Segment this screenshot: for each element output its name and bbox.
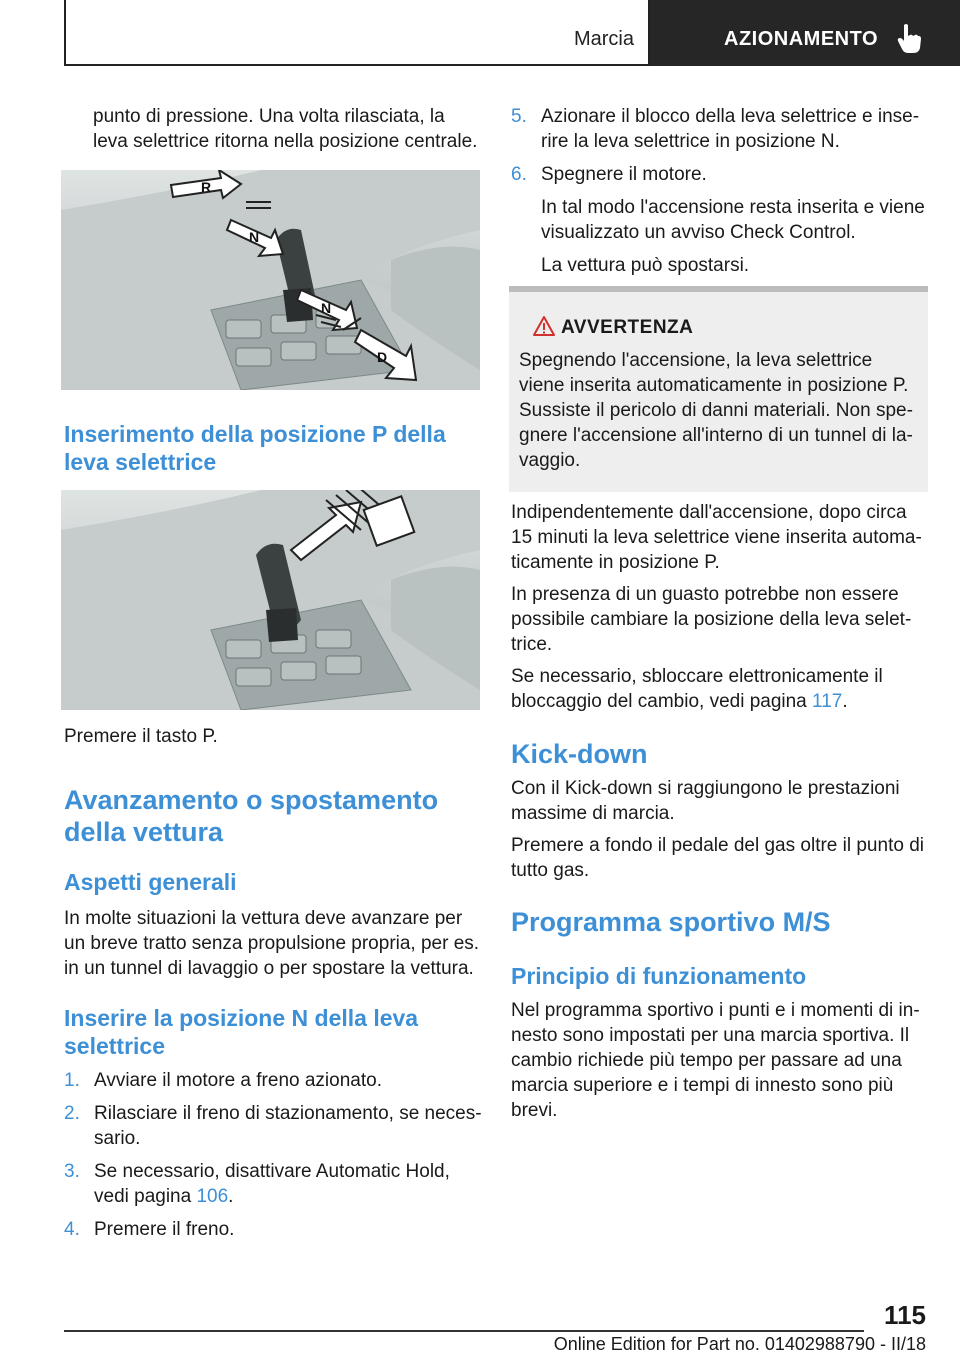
- heading-general-aspects: Aspetti generali: [64, 869, 237, 895]
- step-text: Spegnere il motore.: [541, 164, 707, 185]
- operating-principle-text: Nel programma sportivo i punti e i momenti di in‐nesto sono impostati per una marcia sportiva. Il cambio richiede più tempo per passare ad una marcia superiore e i tempi di innesto sono più brevi.: [511, 1000, 920, 1121]
- warning-triangle-icon: [533, 316, 555, 336]
- step-6-detail-1: In tal modo l'accensione resta inserita e viene visualizzato un avviso Check Control.: [541, 197, 925, 243]
- heading-insert-n: Inserire la posizione N della leva selettrice: [64, 1005, 419, 1059]
- fault-paragraph: In presenza di un guasto potrebbe non essere possibile cambiare la posizione della leva selet‐trice.: [511, 584, 912, 655]
- footer-divider: [64, 1330, 864, 1332]
- step-number: 2.: [64, 1103, 80, 1124]
- step-5: [511, 104, 929, 154]
- gear-lever-illustration-1: [61, 170, 480, 390]
- warning-text: Spegnendo l'accensione, la leva selettrice viene inserita automaticamente in posizione P. Sussiste il pericolo di danni materiali. Non spe‐gnere l'accensione all'interno di un tunnel di la‐vaggio.: [519, 350, 913, 471]
- arrow-label-d: D: [377, 349, 388, 365]
- step-number: 6.: [511, 164, 527, 185]
- warning-box: [509, 286, 928, 492]
- arrow-label-n-lower: N: [321, 300, 332, 316]
- step-number: 1.: [64, 1070, 80, 1091]
- arrow-label-r: R: [201, 179, 212, 195]
- step-text-end: .: [228, 1186, 234, 1207]
- hand-pointer-icon: [896, 22, 922, 54]
- step-1: [64, 1068, 484, 1093]
- step-6-detail-2: La vettura può spostarsi.: [541, 255, 750, 276]
- step-2: [64, 1101, 484, 1151]
- step-6: [511, 162, 929, 187]
- header-chapter-box: [650, 0, 960, 66]
- heading-park-position: Inserimento della posizione P della leva selettrice: [64, 421, 446, 475]
- heading-operating-principle: Principio di funzionamento: [511, 963, 807, 989]
- arrow-label-n-upper: N: [249, 229, 260, 245]
- step-3: [64, 1159, 484, 1209]
- warning-title: [519, 314, 918, 342]
- gear-lever-drawing-2: [61, 490, 480, 710]
- step-text: Se necessario, disattivare Automatic Hold, vedi pagina: [94, 1161, 450, 1207]
- gear-lever-drawing-1: [61, 170, 480, 390]
- heading-move-vehicle: Avanzamento o spostamento della vettura: [64, 785, 439, 847]
- unlock-text-end: .: [842, 691, 848, 712]
- step-text: Premere il freno.: [94, 1219, 235, 1240]
- page-link-117[interactable]: 117: [812, 691, 843, 712]
- kickdown-paragraph-2: Premere a fondo il pedale del gas oltre il punto di tutto gas.: [511, 835, 924, 881]
- unlock-text: Se necessario, sbloccare elettronicamente il bloccaggio del cambio, vedi pagina: [511, 666, 883, 712]
- header-chapter-title: AZIONAMENTO: [724, 28, 879, 50]
- page-link-106[interactable]: 106: [196, 1186, 229, 1207]
- step-number: 3.: [64, 1161, 80, 1182]
- kickdown-paragraph-1: Con il Kick-down si raggiungono le prestazioni massime di marcia.: [511, 778, 900, 824]
- step-text: Rilasciare il freno di stazionamento, se neces‐sario.: [94, 1103, 482, 1149]
- general-aspects-text: In molte situazioni la vettura deve avanzare per un breve tratto senza propulsione propria, per es. in un tunnel di lavaggio o per spostare la vettura.: [64, 908, 480, 979]
- step-text: Azionare il blocco della leva selettrice e inse‐rire la leva selettrice in posizione N.: [541, 106, 920, 152]
- header-section-title: Marcia: [573, 28, 634, 50]
- gear-lever-illustration-2: [61, 490, 480, 710]
- auto-park-paragraph: Indipendentemente dall'accensione, dopo circa 15 minuti la leva selettrice viene inserita automa‐ticamente in posizione P.: [511, 502, 922, 573]
- page-number: 115: [884, 1300, 926, 1330]
- edition-text: Online Edition for Part no. 01402988790 - II/18: [553, 1334, 926, 1354]
- unlock-paragraph: [511, 664, 929, 714]
- heading-sport-program: Programma sportivo M/S: [511, 907, 831, 937]
- step-4: [64, 1217, 484, 1242]
- heading-kickdown: Kick-down: [511, 739, 648, 769]
- intro-paragraph: punto di pressione. Una volta rilasciata, la leva selettrice ritorna nella posizione centrale.: [93, 106, 478, 152]
- warning-title-text: AVVERTENZA: [561, 317, 694, 338]
- header-section-box: [64, 0, 650, 66]
- step-text: Avviare il motore a freno azionato.: [94, 1070, 382, 1091]
- press-p-text: Premere il tasto P.: [64, 726, 218, 747]
- step-number: 5.: [511, 106, 527, 127]
- step-number: 4.: [64, 1219, 80, 1240]
